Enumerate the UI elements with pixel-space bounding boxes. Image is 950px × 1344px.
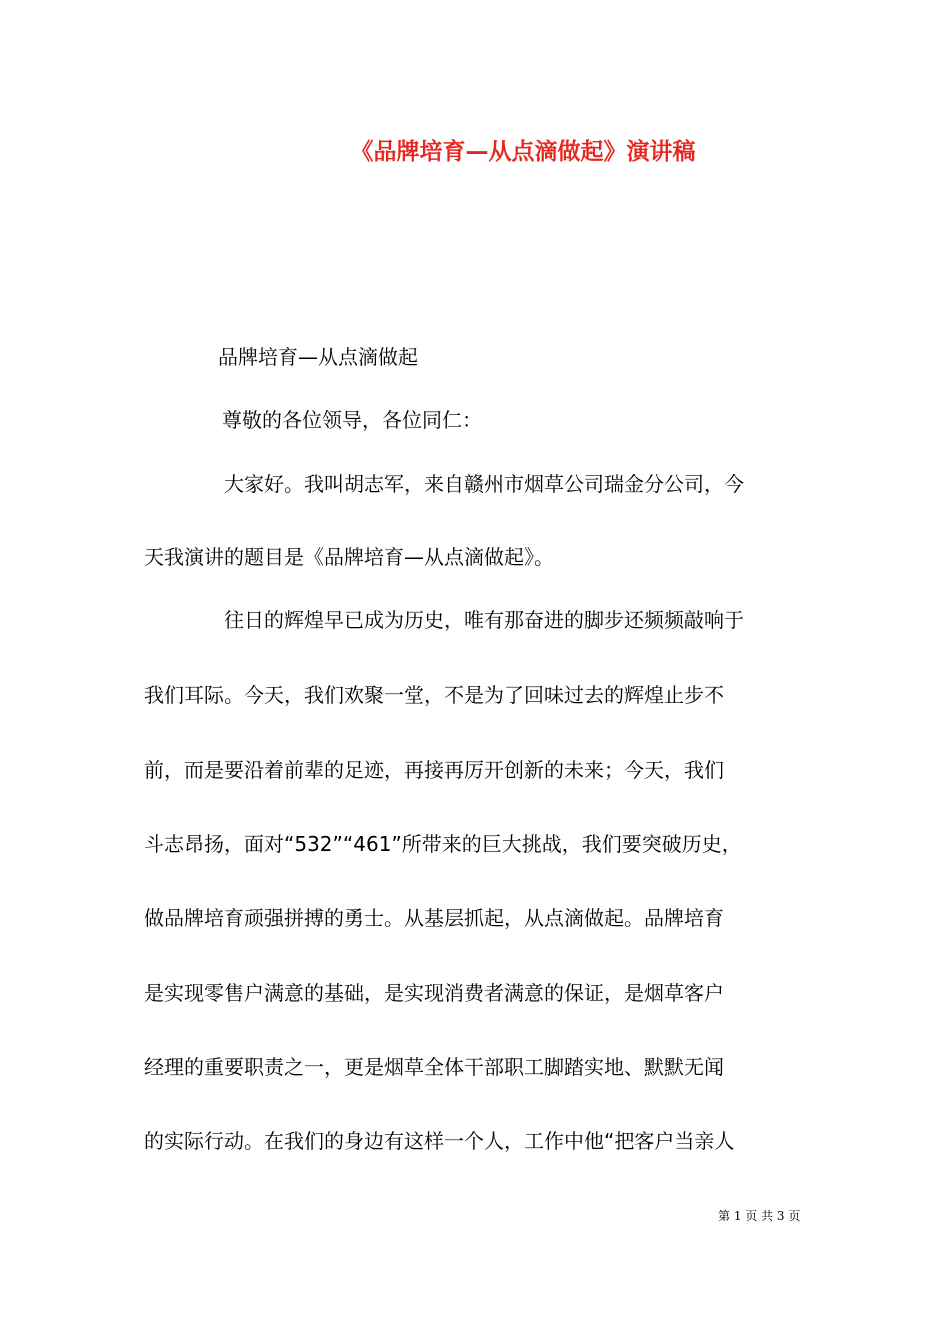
document-title: 《品牌培育—从点滴做起》演讲稿 xyxy=(350,139,696,165)
paragraph-line: 往日的辉煌早已成为历史，唯有那奋进的脚步还频频敲响于 xyxy=(224,608,744,632)
paragraph-line: 大家好。我叫胡志军，来自赣州市烟草公司瑞金分公司，今 xyxy=(224,472,744,496)
salutation: 尊敬的各位领导，各位同仁： xyxy=(222,408,482,432)
paragraph-line: 我们耳际。今天，我们欢聚一堂，不是为了回味过去的辉煌止步不 xyxy=(144,683,724,707)
page-number-footer: 第 1 页 共 3 页 xyxy=(718,1209,801,1223)
paragraph-line: 天我演讲的题目是《品牌培育—从点滴做起》。 xyxy=(144,545,554,569)
paragraph-line: 斗志昂扬，面对“532”“461”所带来的巨大挑战，我们要突破历史， xyxy=(144,832,742,856)
paragraph-line: 做品牌培育顽强拼搏的勇士。从基层抓起，从点滴做起。品牌培育 xyxy=(144,906,724,930)
paragraph-line: 经理的重要职责之一，更是烟草全体干部职工脚踏实地、默默无闻 xyxy=(144,1055,724,1079)
paragraph-line: 的实际行动。在我们的身边有这样一个人，工作中他“把客户当亲人 xyxy=(144,1129,735,1153)
speech-subtitle: 品牌培育—从点滴做起 xyxy=(218,345,418,369)
paragraph-line: 是实现零售户满意的基础，是实现消费者满意的保证，是烟草客户 xyxy=(144,981,724,1005)
paragraph-line: 前，而是要沿着前辈的足迹，再接再厉开创新的未来；今天，我们 xyxy=(144,758,724,782)
